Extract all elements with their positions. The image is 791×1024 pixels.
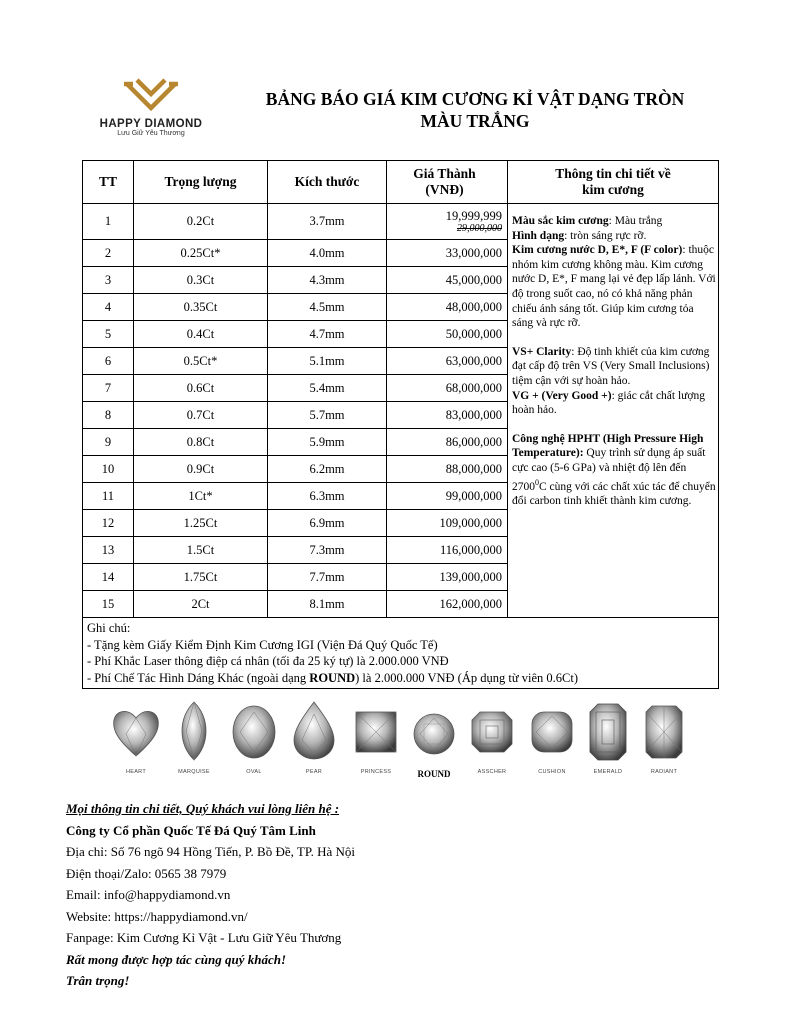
- address: Địa chỉ: Số 76 ngõ 94 Hồng Tiến, P. Bồ Đề, TP. Hà Nội: [66, 844, 356, 859]
- note-item: - Tặng kèm Giấy Kiểm Định Kim Cương IGI (Viện Đá Quý Quốc Tế): [87, 637, 438, 652]
- cell-tt: 7: [83, 375, 134, 402]
- cell-size: 5.9mm: [268, 429, 387, 456]
- note-item: [87, 670, 714, 687]
- header-info: [508, 161, 719, 204]
- cell-price: 86,000,000: [387, 429, 508, 456]
- notes-row: [83, 618, 719, 689]
- header-price: [387, 161, 508, 204]
- cell-size: 7.7mm: [268, 564, 387, 591]
- info-hpht-label: Công nghệ HPHT (High Pressure High Temperature):: [512, 432, 704, 460]
- cell-size: 6.2mm: [268, 456, 387, 483]
- marquise-diamond-icon: [166, 700, 222, 762]
- note-item: - Phí Khắc Laser thông điệp cá nhân (tối đa 25 ký tự) là 2.000.000 VNĐ: [87, 654, 449, 668]
- shape-asscher: [464, 700, 520, 775]
- shape-cushion: [524, 700, 580, 775]
- shape-label: OVAL: [246, 769, 262, 775]
- cell-price: 88,000,000: [387, 456, 508, 483]
- header-price-line1: Giá Thành: [413, 166, 476, 181]
- cell-tt: 6: [83, 348, 134, 375]
- note-item-3-end: ) là 2.000.000 VNĐ (Áp dụng từ viên 0.6Ct): [355, 670, 578, 685]
- phone: Điện thoại/Zalo: 0565 38 7979: [66, 865, 227, 881]
- note-item-3-start: - Phí Chế Tác Hình Dáng Khác (ngoài dạng: [87, 670, 310, 685]
- cell-tt: 1: [83, 204, 134, 240]
- shape-radiant: [636, 700, 692, 775]
- fanpage: Fanpage: Kim Cương Kỉ Vật - Lưu Giữ Yêu Thương: [66, 930, 342, 945]
- info-color-label: Màu sắc kim cương: [512, 215, 609, 227]
- company-name: Công ty Cổ phần Quốc Tế Đá Quý Tâm Linh: [66, 822, 316, 838]
- cell-size: 4.7mm: [268, 321, 387, 348]
- cell-weight: 0.8Ct: [134, 429, 268, 456]
- cell-size: 4.3mm: [268, 267, 387, 294]
- info-clarity-label: VS+ Clarity: [512, 345, 572, 358]
- cell-weight: 0.25Ct*: [134, 240, 268, 267]
- cell-price: 68,000,000: [387, 375, 508, 402]
- info-cut-value: : giác cắt chất lượng hoàn hảo.: [512, 389, 705, 417]
- info-hpht-value-after: C cùng với các chất xúc tác để chuyển đổi carbon tinh khiết thành kim cương.: [512, 480, 716, 507]
- table-header-row: [83, 161, 719, 204]
- cell-size: 4.5mm: [268, 294, 387, 321]
- cell-weight: 0.4Ct: [134, 321, 268, 348]
- shape-label: ROUND: [417, 769, 451, 779]
- notes-title: Ghi chú:: [87, 621, 131, 635]
- emerald-diamond-icon: [580, 700, 636, 762]
- cell-tt: 14: [83, 564, 134, 591]
- shape-label: PEAR: [305, 769, 323, 775]
- shape-round: [406, 700, 462, 779]
- shape-label: CUSHION: [538, 769, 566, 775]
- asscher-diamond-icon: [464, 700, 520, 762]
- diamond-info-cell: [508, 204, 719, 618]
- shape-emerald: [580, 700, 636, 775]
- info-cut-label: VG + (Very Good +): [512, 389, 612, 402]
- cell-price: 63,000,000: [387, 348, 508, 375]
- table-row: [83, 204, 719, 240]
- notes-cell: [83, 618, 719, 689]
- cell-price: 162,000,000: [387, 591, 508, 618]
- round-diamond-icon: [406, 700, 462, 762]
- info-water-value: : thuộc nhóm kim cương không màu. Kim cương nước D, E*, F mang lại vẻ đẹp lấp lánh. Với độ trong suốt cao, nó có khả năng phản chiếu ánh sáng tốt. Giúp kim cương tỏa sáng và rực rỡ.: [512, 244, 716, 330]
- cell-tt: 3: [83, 267, 134, 294]
- cell-size: 5.4mm: [268, 375, 387, 402]
- shape-label: PRINCESS: [360, 769, 392, 775]
- shape-princess: [348, 700, 404, 775]
- cell-weight: 0.3Ct: [134, 267, 268, 294]
- cell-tt: 4: [83, 294, 134, 321]
- cell-size: 3.7mm: [268, 204, 387, 240]
- cell-tt: 5: [83, 321, 134, 348]
- cell-tt: 8: [83, 402, 134, 429]
- cell-weight: 1Ct*: [134, 483, 268, 510]
- shape-label: MARQUISE: [178, 769, 210, 775]
- info-hpht-value: Quy trình sử dụng áp suất cực cao (5-6 GPa) và nhiệt độ lên đến 2700: [512, 447, 706, 493]
- cell-tt: 15: [83, 591, 134, 618]
- shape-label: ASSCHER: [477, 769, 507, 775]
- shape-marquise: [166, 700, 222, 775]
- cell-weight: 0.2Ct: [134, 204, 268, 240]
- cell-price: 116,000,000: [387, 537, 508, 564]
- oval-diamond-icon: [226, 700, 282, 762]
- cell-size: 5.1mm: [268, 348, 387, 375]
- contact-intro: Mọi thông tin chi tiết, Quý khách vui lòng liên hệ :: [66, 801, 340, 816]
- closing-line-2: Trân trọng!: [66, 973, 130, 988]
- website: Website: https://happydiamond.vn/: [66, 908, 248, 924]
- brand-name: HAPPY DIAMOND: [99, 118, 203, 130]
- cell-price: 109,000,000: [387, 510, 508, 537]
- cell-weight: 1.75Ct: [134, 564, 268, 591]
- info-water-label: Kim cương nước D, E*, F (F color): [512, 244, 683, 257]
- radiant-diamond-icon: [636, 700, 692, 762]
- cell-weight: 0.5Ct*: [134, 348, 268, 375]
- shape-pear: [286, 700, 342, 775]
- old-price-value: 29,000,000: [457, 223, 502, 234]
- cell-size: 6.3mm: [268, 483, 387, 510]
- shape-label: HEART: [125, 769, 147, 775]
- cell-price: 45,000,000: [387, 267, 508, 294]
- info-shape-label: Hình dạng: [512, 229, 565, 242]
- header-info-line1: Thông tin chi tiết về: [555, 166, 671, 181]
- shape-oval: [226, 700, 282, 775]
- cell-weight: 0.6Ct: [134, 375, 268, 402]
- info-clarity-value: : Độ tinh khiết của kim cương đạt cấp độ trên VS (Very Small Inclusions) tiệm cận với sự hoàn hảo.: [512, 345, 710, 387]
- cell-size: 4.0mm: [268, 240, 387, 267]
- shape-label: RADIANT: [650, 769, 678, 775]
- cell-price: 99,000,000: [387, 483, 508, 510]
- cell-price: 83,000,000: [387, 402, 508, 429]
- princess-diamond-icon: [348, 700, 404, 762]
- cell-tt: 12: [83, 510, 134, 537]
- price-table: [82, 160, 719, 689]
- cell-tt: 9: [83, 429, 134, 456]
- page-title: [240, 88, 710, 132]
- cell-weight: 1.5Ct: [134, 537, 268, 564]
- cell-price: 33,000,000: [387, 240, 508, 267]
- cell-price: 48,000,000: [387, 294, 508, 321]
- cell-weight: 0.7Ct: [134, 402, 268, 429]
- cell-tt: 13: [83, 537, 134, 564]
- cell-size: 6.9mm: [268, 510, 387, 537]
- cushion-diamond-icon: [524, 700, 580, 762]
- shape-label: EMERALD: [593, 769, 623, 775]
- cell-tt: 10: [83, 456, 134, 483]
- note-item-3-bold: ROUND: [309, 670, 356, 685]
- price-value: 19,999,999: [445, 209, 502, 223]
- header-weight: Trọng lượng: [134, 161, 268, 204]
- header-price-line2: (VNĐ): [425, 182, 464, 197]
- heart-diamond-icon: [108, 700, 164, 762]
- cell-weight: 2Ct: [134, 591, 268, 618]
- shape-heart: [108, 700, 164, 775]
- info-color-value: : Màu trắng: [608, 215, 663, 227]
- cell-weight: 0.9Ct: [134, 456, 268, 483]
- diamond-logo-icon: [121, 74, 181, 116]
- cell-price: 139,000,000: [387, 564, 508, 591]
- title-line-1: BẢNG BÁO GIÁ KIM CƯƠNG KỈ VẬT DẠNG TRÒN: [265, 89, 685, 109]
- cell-weight: 1.25Ct: [134, 510, 268, 537]
- brand-logo: [96, 74, 206, 154]
- cell-price: 50,000,000: [387, 321, 508, 348]
- header-info-line2: kim cương: [582, 182, 644, 197]
- brand-slogan: Lưu Giữ Yêu Thương: [117, 130, 185, 137]
- cell-tt: 11: [83, 483, 134, 510]
- email: Email: info@happydiamond.vn: [66, 887, 231, 902]
- cell-size: 8.1mm: [268, 591, 387, 618]
- header-tt: TT: [83, 161, 134, 204]
- header-size: Kích thước: [268, 161, 387, 204]
- info-shape-value: : tròn sáng rực rỡ.: [564, 229, 647, 242]
- info-hpht-sup: 0: [535, 477, 539, 487]
- contact-section: [66, 798, 746, 992]
- cell-price: [387, 204, 508, 240]
- pear-diamond-icon: [286, 700, 342, 762]
- cell-size: 5.7mm: [268, 402, 387, 429]
- cell-tt: 2: [83, 240, 134, 267]
- cell-weight: 0.35Ct: [134, 294, 268, 321]
- cell-size: 7.3mm: [268, 537, 387, 564]
- diamond-shapes-strip: [100, 700, 690, 784]
- title-line-2: MÀU TRẮNG: [420, 111, 530, 131]
- closing-line-1: Rất mong được hợp tác cùng quý khách!: [66, 951, 287, 967]
